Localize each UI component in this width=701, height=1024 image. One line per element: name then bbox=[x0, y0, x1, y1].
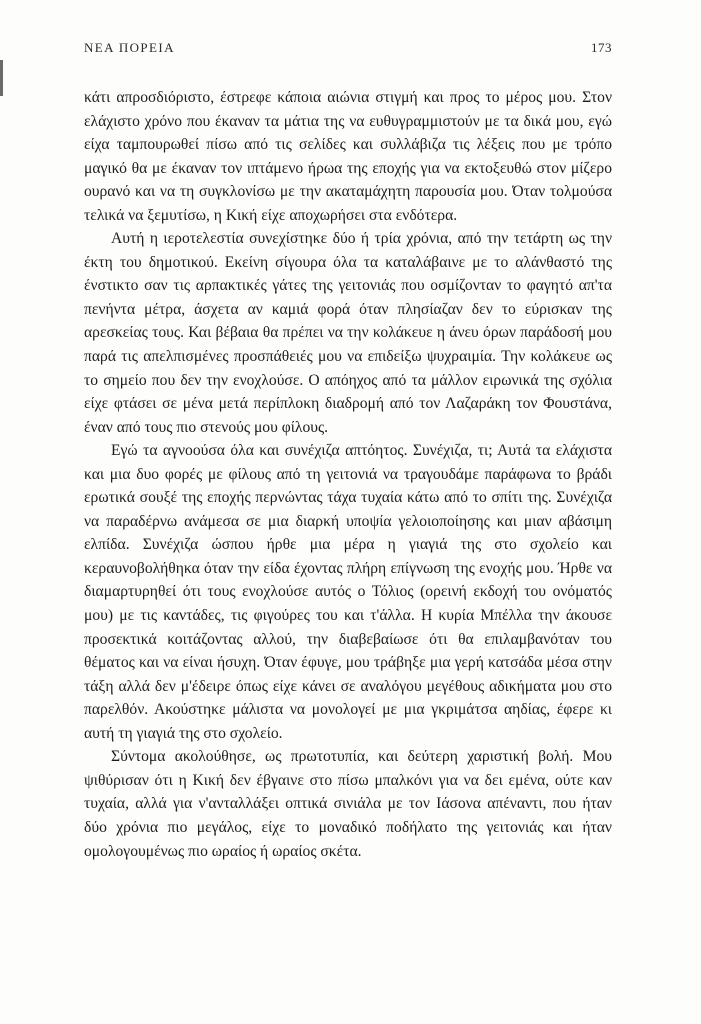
paragraph-1: κάτι απροσδιόριστο, έστρεφε κάποια αιώνια στιγμή και προς το μέρος μου. Στον ελάχιστο χρόνο που έκαναν τα μάτια της να ευθυγραμμιστούν με τα δικά μου, εγώ είχα ταμπουρωθεί πίσω από τις σελίδες και συλλάβιζα τις λέξεις που με τρόπο μαγικό θα με έκαναν τον ιπτάμενο ήρωα της εποχής για να εκτοξευθώ στον μίζερο ουρανό και να τη συγκλονίσω με την ακαταμάχητη παρουσία μου. Όταν τολμούσα τελικά να ξεμυτίσω, η Κική είχε αποχωρήσει στα ενδότερα. bbox=[84, 89, 612, 224]
scan-edge-mark bbox=[0, 60, 3, 96]
body-text bbox=[84, 86, 612, 863]
paragraph-2: Αυτή η ιεροτελεστία συνεχίστηκε δύο ή τρία χρόνια, από την τετάρτη ως την έκτη του δημοτικού. Εκείνη σίγουρα όλα τα καταλάβαινε με το αλάνθαστό της ένστικτο σαν τις αρπακτικές γάτες της γειτονιάς που οσμίζονταν το φαγητό απ'τα πενήντα μέτρα, άσχετα αν καμιά φορά όταν πλησίαζαν δεν το εύρισκαν της αρεσκείας τους. Και βέβαια θα πρέπει να την κολάκευε η άνευ όρων παράδοσή μου παρά τις απελπισμένες προσπάθειές μου να επιδείξω ψυχραιμία. Την κολάκευε ως το σημείο που δεν την ενοχλούσε. Ο απόηχος από τα μάλλον ειρωνικά της σχόλια είχε φτάσει σε μένα μετά περίπλοκη διαδρομή από τον Λαζαράκη τον Φουστάνα, έναν από τους πιο στενούς μου φίλους. bbox=[84, 230, 612, 436]
paragraph-4: Σύντομα ακολούθησε, ως πρωτοτυπία, και δεύτερη χαριστική βολή. Μου ψιθύρισαν ότι η Κική δεν έβγαινε στο πίσω μπαλκόνι για να δει εμένα, ούτε καν τυχαία, αλλά για ν'ανταλλάξει οπτικά σινιάλα με τον Ιάσονα απέναντι, που ήταν δύο χρόνια πιο μεγάλος, είχε το μοναδικό ποδήλατο της γειτονιάς και ήταν ομολογουμένως πιο ωραίος ή ωραίος σκέτα. bbox=[84, 748, 612, 860]
running-header bbox=[84, 40, 612, 60]
page-number: 173 bbox=[591, 40, 612, 55]
paragraph-3: Εγώ τα αγνοούσα όλα και συνέχιζα απτόητος. Συνέχιζα, τι; Αυτά τα ελάχιστα και μια δυο φορές με φίλους από τη γειτονιά να τραγουδάμε παράφωνα το βράδι ερωτικά σουξέ της εποχής περνώντας τάχα τυχαία κάτω από το σπίτι της. Συνέχιζα να παραδέρνω ανάμεσα σε μια διαρκή υποψία γελοιοποίησης και μιαν αβάσιμη ελπίδα. Συνέχιζα ώσπου ήρθε μια μέρα η γιαγιά της στο σχολείο και κεραυνοβολήθηκα όταν την είδα έχοντας πλήρη επίγνωση της ενοχής μου. Ήρθε να διαμαρτυρηθεί ότι τους ενοχλούσε αυτός ο Τόλιος (ορεινή εκδοχή του ονόματός μου) με τις καντάδες, τις φιγούρες του και τ'άλλα. Η κυρία Μπέλλα την άκουσε προσεκτικά κοιτάζοντας αλλού, την διαβεβαίωσε ότι θα επιλαμβανόταν του θέματος και να είναι ήσυχη. Όταν έφυγε, μου τράβηξε μια γερή κατσάδα μέσα στην τάξη αλλά δεν μ'έδειρε όπως είχε κάνει σε αναλόγου μεγέθους αδικήματα μου στο παρελθόν. Ακούστηκε μάλιστα να μονολογεί με μια γκριμάτσα αηδίας, έφερε κι αυτή τη γιαγιά της στο σχολείο. bbox=[84, 442, 612, 742]
book-title: ΝΕΑ ΠΟΡΕΙΑ bbox=[84, 40, 175, 55]
